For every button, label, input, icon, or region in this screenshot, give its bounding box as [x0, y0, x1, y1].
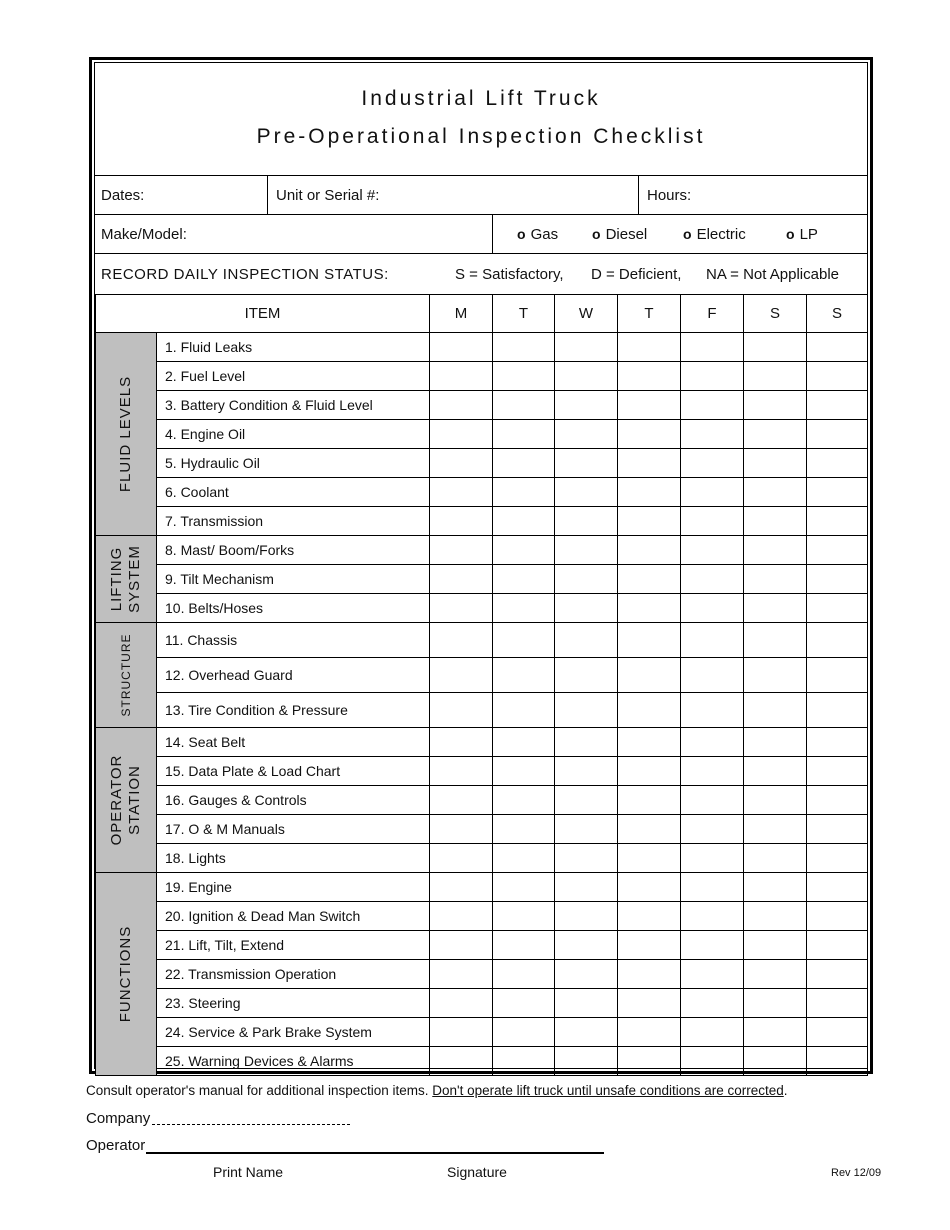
check-cell[interactable] [807, 1018, 868, 1047]
check-cell[interactable] [744, 931, 807, 960]
status-not-applicable: NA = Not Applicable [706, 265, 840, 283]
operator-input-line[interactable] [146, 1152, 604, 1154]
check-cell[interactable] [430, 333, 493, 362]
radio-bullet-icon: o [786, 226, 795, 242]
check-cell[interactable] [681, 391, 744, 420]
check-cell[interactable] [618, 844, 681, 873]
check-cell[interactable] [744, 902, 807, 931]
check-cell[interactable] [555, 362, 618, 391]
operator-label: Operator [86, 1137, 146, 1154]
check-cell[interactable] [681, 658, 744, 693]
footer-warning: Don't operate lift truck until unsafe conditions are corrected [432, 1083, 784, 1098]
day-header: S [807, 295, 868, 333]
check-cell[interactable] [744, 478, 807, 507]
day-header: W [555, 295, 618, 333]
check-cell[interactable] [555, 989, 618, 1018]
check-cell[interactable] [681, 362, 744, 391]
check-cell[interactable] [618, 960, 681, 989]
check-cell[interactable] [807, 815, 868, 844]
fuel-option-label: LP [799, 225, 818, 243]
item-label: 18. Lights [157, 844, 430, 873]
check-cell[interactable] [430, 786, 493, 815]
check-cell[interactable] [807, 362, 868, 391]
check-cell[interactable] [618, 391, 681, 420]
check-cell[interactable] [744, 420, 807, 449]
check-cell[interactable] [430, 931, 493, 960]
category-label [108, 755, 144, 846]
check-cell[interactable] [681, 449, 744, 478]
check-cell[interactable] [430, 757, 493, 786]
check-cell[interactable] [430, 362, 493, 391]
check-cell[interactable] [430, 844, 493, 873]
dates-field[interactable]: Dates: [101, 186, 145, 204]
check-cell[interactable] [555, 815, 618, 844]
check-cell[interactable] [430, 960, 493, 989]
category-label-line: OPERATOR [108, 754, 125, 846]
footer-note-part: Consult operator's manual for additional inspection items. [86, 1083, 433, 1098]
table-row [96, 786, 868, 815]
table-row [96, 844, 868, 873]
check-cell[interactable] [681, 333, 744, 362]
category-operator-station [96, 728, 157, 873]
check-cell[interactable] [681, 594, 744, 623]
company-input-line[interactable] [152, 1124, 350, 1125]
check-cell[interactable] [681, 623, 744, 658]
day-header: T [493, 295, 555, 333]
item-label: 6. Coolant [157, 478, 430, 507]
check-cell[interactable] [430, 478, 493, 507]
check-cell[interactable] [493, 536, 555, 565]
check-cell[interactable] [618, 420, 681, 449]
item-label: 22. Transmission Operation [157, 960, 430, 989]
item-label: 10. Belts/Hoses [157, 594, 430, 623]
item-label: 3. Battery Condition & Fluid Level [157, 391, 430, 420]
check-cell[interactable] [618, 478, 681, 507]
table-row [96, 815, 868, 844]
status-legend-row [95, 254, 867, 294]
category-label-line: STATION [126, 765, 143, 835]
check-cell[interactable] [555, 536, 618, 565]
check-cell[interactable] [807, 931, 868, 960]
category-label-line: SYSTEM [126, 545, 143, 613]
revision-label: Rev 12/09 [831, 1167, 882, 1179]
check-cell[interactable] [807, 565, 868, 594]
check-cell[interactable] [618, 902, 681, 931]
check-cell[interactable] [807, 873, 868, 902]
radio-bullet-icon: o [592, 226, 601, 242]
check-cell[interactable] [555, 844, 618, 873]
item-label: 14. Seat Belt [157, 728, 430, 757]
table-row [96, 873, 868, 902]
check-cell[interactable] [493, 658, 555, 693]
check-cell[interactable] [744, 1018, 807, 1047]
check-cell[interactable] [493, 1047, 555, 1076]
day-header: F [681, 295, 744, 333]
item-label: 24. Service & Park Brake System [157, 1018, 430, 1047]
item-label: 25. Warning Devices & Alarms [157, 1047, 430, 1076]
check-cell[interactable] [493, 507, 555, 536]
check-cell[interactable] [493, 931, 555, 960]
status-legend-label: RECORD DAILY INSPECTION STATUS: [101, 265, 389, 283]
check-cell[interactable] [493, 728, 555, 757]
check-cell[interactable] [618, 728, 681, 757]
check-cell[interactable] [430, 565, 493, 594]
check-cell[interactable] [430, 623, 493, 658]
item-label: 17. O & M Manuals [157, 815, 430, 844]
check-cell[interactable] [555, 960, 618, 989]
company-label: Company [86, 1110, 151, 1127]
check-cell[interactable] [618, 815, 681, 844]
check-cell[interactable] [681, 1047, 744, 1076]
check-cell[interactable] [744, 786, 807, 815]
check-cell[interactable] [744, 594, 807, 623]
fuel-option-label: Electric [696, 225, 746, 243]
category-label: FLUID LEVELS [117, 375, 134, 493]
check-cell[interactable] [681, 902, 744, 931]
divider [492, 215, 493, 253]
check-cell[interactable] [807, 844, 868, 873]
fuel-option-electric[interactable] [683, 215, 746, 253]
check-cell[interactable] [744, 873, 807, 902]
check-cell[interactable] [493, 594, 555, 623]
check-cell[interactable] [744, 693, 807, 728]
status-deficient: D = Deficient, [591, 265, 682, 283]
table-row [96, 1047, 868, 1076]
fuel-option-gas[interactable] [517, 215, 558, 253]
check-cell[interactable] [744, 728, 807, 757]
check-cell[interactable] [555, 333, 618, 362]
check-cell[interactable] [618, 623, 681, 658]
check-cell[interactable] [681, 873, 744, 902]
table-row [96, 658, 868, 693]
check-cell[interactable] [493, 873, 555, 902]
hours-field[interactable]: Hours: [647, 186, 692, 204]
check-cell[interactable] [807, 757, 868, 786]
title-line-1: Industrial Lift Truck [361, 87, 601, 110]
check-cell[interactable] [618, 536, 681, 565]
check-cell[interactable] [618, 693, 681, 728]
check-cell[interactable] [555, 757, 618, 786]
table-row [96, 391, 868, 420]
check-cell[interactable] [744, 989, 807, 1018]
check-cell[interactable] [555, 420, 618, 449]
check-cell[interactable] [744, 757, 807, 786]
item-label: 12. Overhead Guard [157, 658, 430, 693]
check-cell[interactable] [807, 478, 868, 507]
fuel-option-label: Gas [530, 225, 559, 243]
category-label: STRUCTURE [119, 633, 133, 717]
check-cell[interactable] [681, 507, 744, 536]
check-cell[interactable] [430, 420, 493, 449]
title-line-2: Pre-Operational Inspection Checklist [256, 125, 706, 148]
table-row [96, 536, 868, 565]
check-cell[interactable] [807, 960, 868, 989]
dates-row [95, 176, 867, 215]
check-cell[interactable] [744, 449, 807, 478]
check-cell[interactable] [807, 623, 868, 658]
check-cell[interactable] [430, 536, 493, 565]
check-cell[interactable] [744, 536, 807, 565]
check-cell[interactable] [807, 333, 868, 362]
check-cell[interactable] [555, 449, 618, 478]
fuel-option-diesel[interactable] [592, 215, 647, 253]
make-model-row [95, 215, 867, 254]
check-cell[interactable] [681, 989, 744, 1018]
check-cell[interactable] [681, 786, 744, 815]
check-cell[interactable] [430, 449, 493, 478]
check-cell[interactable] [681, 931, 744, 960]
check-cell[interactable] [493, 844, 555, 873]
check-cell[interactable] [807, 391, 868, 420]
check-cell[interactable] [493, 1018, 555, 1047]
table-header-row [96, 295, 868, 333]
divider [267, 176, 268, 214]
check-cell[interactable] [744, 844, 807, 873]
check-cell[interactable] [681, 844, 744, 873]
table-row [96, 728, 868, 757]
check-cell[interactable] [618, 1018, 681, 1047]
check-cell[interactable] [807, 507, 868, 536]
check-cell[interactable] [493, 362, 555, 391]
check-cell[interactable] [493, 391, 555, 420]
check-cell[interactable] [807, 693, 868, 728]
check-cell[interactable] [618, 565, 681, 594]
check-cell[interactable] [618, 507, 681, 536]
check-cell[interactable] [807, 1047, 868, 1076]
check-cell[interactable] [555, 565, 618, 594]
item-label: 9. Tilt Mechanism [157, 565, 430, 594]
check-cell[interactable] [807, 658, 868, 693]
check-cell[interactable] [493, 960, 555, 989]
radio-bullet-icon: o [683, 226, 692, 242]
check-cell[interactable] [493, 623, 555, 658]
category-fluid-levels [96, 333, 157, 536]
check-cell[interactable] [618, 333, 681, 362]
table-row [96, 565, 868, 594]
table-row [96, 478, 868, 507]
category-label-line: LIFTING [108, 546, 125, 612]
check-cell[interactable] [555, 594, 618, 623]
table-row [96, 902, 868, 931]
check-cell[interactable] [430, 815, 493, 844]
check-cell[interactable] [430, 658, 493, 693]
check-cell[interactable] [430, 873, 493, 902]
check-cell[interactable] [555, 693, 618, 728]
check-cell[interactable] [681, 693, 744, 728]
item-label: 15. Data Plate & Load Chart [157, 757, 430, 786]
check-cell[interactable] [744, 391, 807, 420]
check-cell[interactable] [681, 960, 744, 989]
table-row [96, 507, 868, 536]
check-cell[interactable] [681, 420, 744, 449]
table-row [96, 333, 868, 362]
check-cell[interactable] [430, 594, 493, 623]
check-cell[interactable] [493, 420, 555, 449]
check-cell[interactable] [555, 391, 618, 420]
check-cell[interactable] [618, 757, 681, 786]
check-cell[interactable] [430, 391, 493, 420]
item-label: 13. Tire Condition & Pressure [157, 693, 430, 728]
item-label: 21. Lift, Tilt, Extend [157, 931, 430, 960]
check-cell[interactable] [618, 931, 681, 960]
check-cell[interactable] [807, 902, 868, 931]
check-cell[interactable] [807, 594, 868, 623]
item-label: 20. Ignition & Dead Man Switch [157, 902, 430, 931]
check-cell[interactable] [807, 449, 868, 478]
check-cell[interactable] [744, 565, 807, 594]
check-cell[interactable] [807, 786, 868, 815]
check-cell[interactable] [555, 623, 618, 658]
table-row [96, 449, 868, 478]
table-row [96, 594, 868, 623]
item-label: 5. Hydraulic Oil [157, 449, 430, 478]
check-cell[interactable] [430, 902, 493, 931]
fuel-option-lp[interactable] [786, 215, 818, 253]
table-row [96, 931, 868, 960]
table-row [96, 960, 868, 989]
item-label: 23. Steering [157, 989, 430, 1018]
check-cell[interactable] [744, 960, 807, 989]
table-row [96, 1018, 868, 1047]
check-cell[interactable] [744, 333, 807, 362]
item-label: 16. Gauges & Controls [157, 786, 430, 815]
check-cell[interactable] [493, 478, 555, 507]
check-cell[interactable] [430, 989, 493, 1018]
check-cell[interactable] [555, 931, 618, 960]
check-cell[interactable] [681, 757, 744, 786]
form-title [95, 63, 867, 176]
item-label: 1. Fluid Leaks [157, 333, 430, 362]
day-header: T [618, 295, 681, 333]
check-cell[interactable] [807, 536, 868, 565]
check-cell[interactable] [681, 536, 744, 565]
check-cell[interactable] [681, 815, 744, 844]
check-cell[interactable] [681, 565, 744, 594]
inspection-table [95, 294, 868, 1076]
check-cell[interactable] [555, 902, 618, 931]
check-cell[interactable] [555, 1018, 618, 1047]
category-label [108, 545, 144, 613]
category-label: FUNCTIONS [117, 925, 134, 1023]
table-row [96, 362, 868, 391]
footer-note-part: . [783, 1083, 788, 1098]
table-row [96, 757, 868, 786]
check-cell[interactable] [744, 1047, 807, 1076]
item-header: ITEM [96, 295, 430, 333]
item-label: 4. Engine Oil [157, 420, 430, 449]
day-header: M [430, 295, 493, 333]
print-name-caption: Print Name [213, 1164, 284, 1180]
check-cell[interactable] [555, 658, 618, 693]
check-cell[interactable] [807, 728, 868, 757]
check-cell[interactable] [744, 658, 807, 693]
check-cell[interactable] [744, 362, 807, 391]
check-cell[interactable] [430, 507, 493, 536]
day-header: S [744, 295, 807, 333]
check-cell[interactable] [555, 786, 618, 815]
check-cell[interactable] [681, 1018, 744, 1047]
make-model-field[interactable]: Make/Model: [101, 225, 187, 243]
check-cell[interactable] [493, 449, 555, 478]
check-cell[interactable] [493, 333, 555, 362]
check-cell[interactable] [807, 420, 868, 449]
table-row [96, 989, 868, 1018]
check-cell[interactable] [555, 728, 618, 757]
check-cell[interactable] [618, 989, 681, 1018]
category-functions [96, 873, 157, 1076]
footer-note [86, 1083, 788, 1098]
item-label: 11. Chassis [157, 623, 430, 658]
check-cell[interactable] [493, 902, 555, 931]
check-cell[interactable] [744, 815, 807, 844]
table-row [96, 623, 868, 658]
unit-serial-field[interactable]: Unit or Serial #: [276, 186, 380, 204]
check-cell[interactable] [555, 478, 618, 507]
fuel-option-label: Diesel [605, 225, 648, 243]
check-cell[interactable] [493, 815, 555, 844]
item-label: 2. Fuel Level [157, 362, 430, 391]
check-cell[interactable] [618, 1047, 681, 1076]
check-cell[interactable] [430, 1047, 493, 1076]
category-lifting-system [96, 536, 157, 623]
item-label: 19. Engine [157, 873, 430, 902]
check-cell[interactable] [555, 507, 618, 536]
check-cell[interactable] [555, 873, 618, 902]
check-cell[interactable] [807, 989, 868, 1018]
check-cell[interactable] [430, 693, 493, 728]
check-cell[interactable] [681, 478, 744, 507]
check-cell[interactable] [555, 1047, 618, 1076]
check-cell[interactable] [618, 786, 681, 815]
item-label: 7. Transmission [157, 507, 430, 536]
check-cell[interactable] [618, 873, 681, 902]
check-cell[interactable] [681, 728, 744, 757]
check-cell[interactable] [493, 786, 555, 815]
radio-bullet-icon: o [517, 226, 526, 242]
table-row [96, 693, 868, 728]
check-cell[interactable] [493, 565, 555, 594]
check-cell[interactable] [618, 658, 681, 693]
item-label: 8. Mast/ Boom/Forks [157, 536, 430, 565]
check-cell[interactable] [493, 989, 555, 1018]
check-cell[interactable] [618, 449, 681, 478]
check-cell[interactable] [493, 693, 555, 728]
divider [638, 176, 639, 214]
check-cell[interactable] [430, 1018, 493, 1047]
check-cell[interactable] [430, 728, 493, 757]
check-cell[interactable] [618, 362, 681, 391]
check-cell[interactable] [744, 623, 807, 658]
category-structure [96, 623, 157, 728]
check-cell[interactable] [618, 594, 681, 623]
status-satisfactory: S = Satisfactory, [455, 265, 564, 283]
signature-caption: Signature [447, 1164, 507, 1180]
table-row [96, 420, 868, 449]
check-cell[interactable] [493, 757, 555, 786]
check-cell[interactable] [744, 507, 807, 536]
